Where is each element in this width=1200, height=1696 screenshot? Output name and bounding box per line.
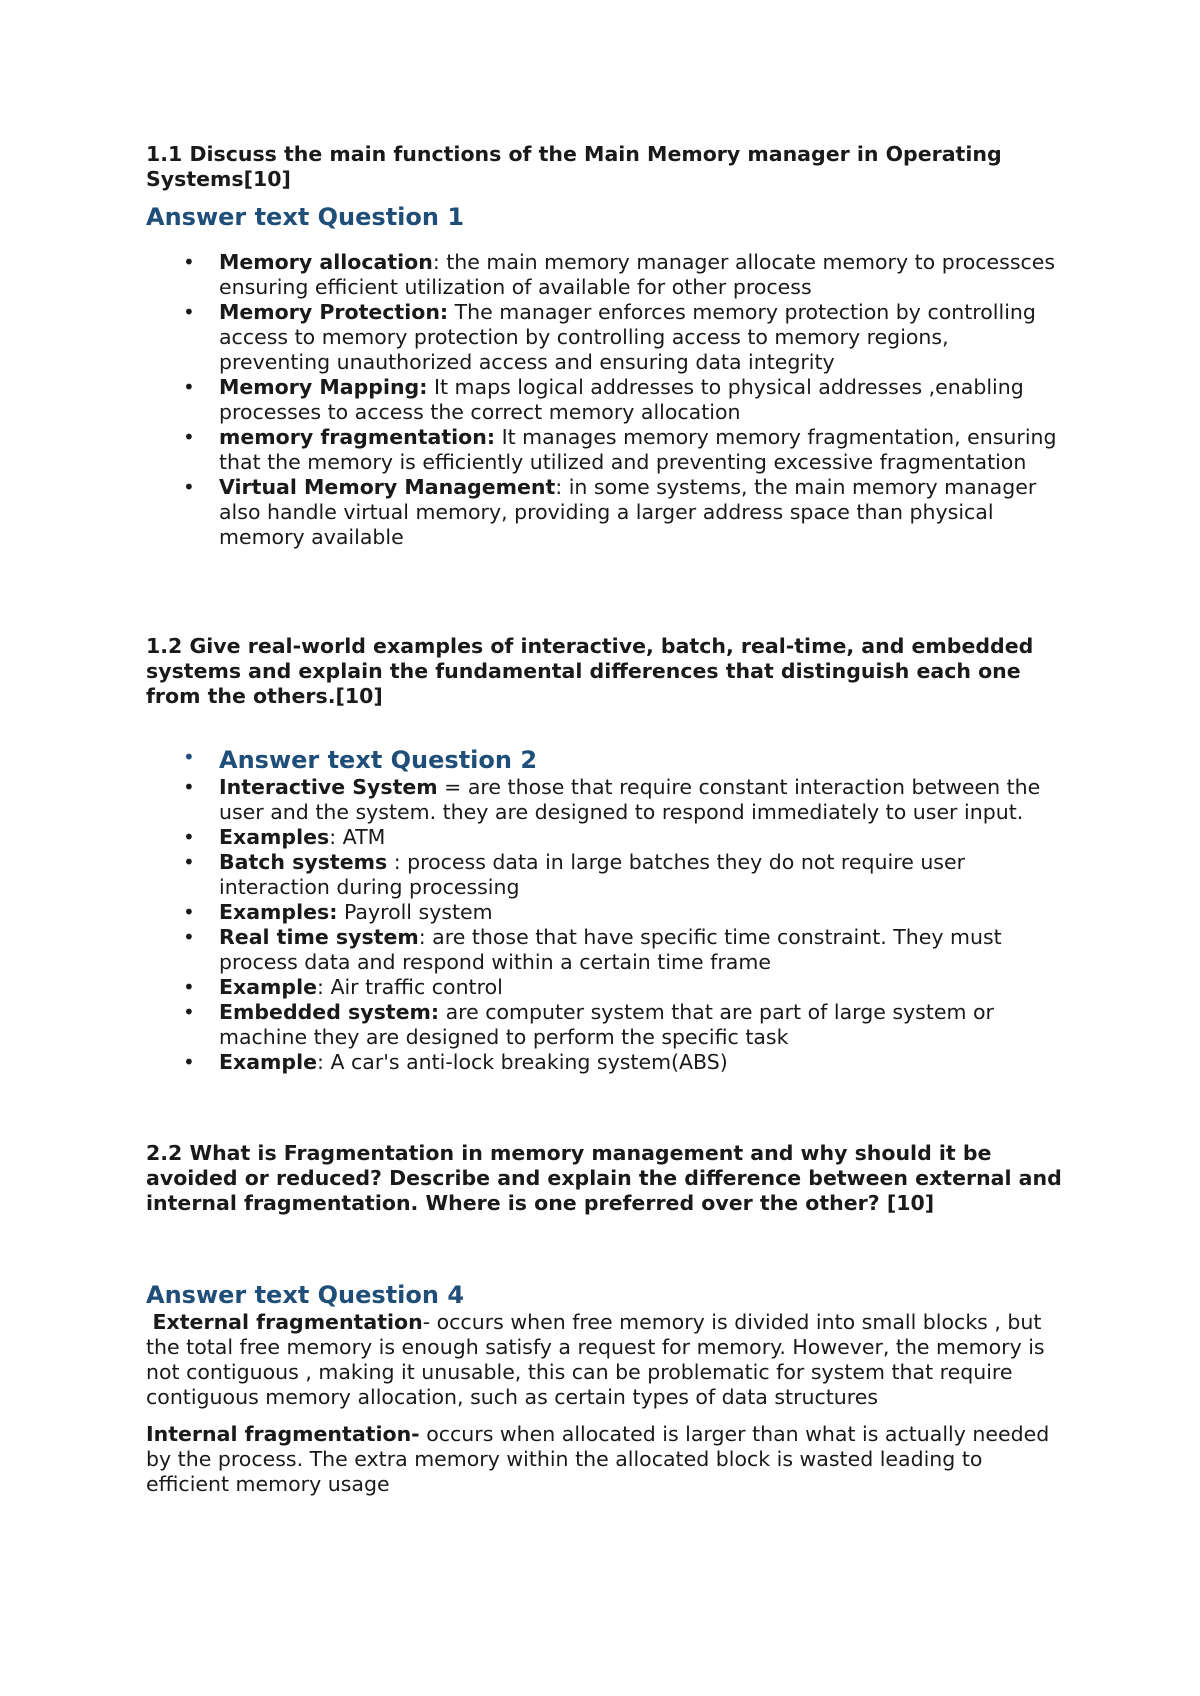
- list-item: [219, 775, 1066, 825]
- external-fragmentation-paragraph: [146, 1310, 1066, 1410]
- paragraph-text: - occurs when free memory is divided into small blocks , but the total free memory is enough satisfy a request for memory. However, the memory is not contiguous , making it unusable, this can be problematic for system that require contiguous memory allocation, such as certain types of data structures: [146, 1310, 1045, 1409]
- term: External fragmentation: [152, 1310, 423, 1334]
- item-text: : process data in large batches they do not require user interaction during processing: [219, 850, 966, 899]
- item-text: : are those that have specific time constraint. They must process data and respond within a certain time frame: [219, 925, 1002, 974]
- term: Memory allocation: [219, 250, 433, 274]
- item-text: It maps logical addresses to physical addresses ,enabling processes to access the correct memory allocation: [219, 375, 1024, 424]
- item-text: Payroll system: [337, 900, 493, 924]
- list-item: [219, 425, 1066, 475]
- term: memory fragmentation:: [219, 425, 496, 449]
- term: Virtual Memory Management: [219, 475, 556, 499]
- answer-heading-1: Answer text Question 1: [146, 203, 465, 231]
- answer-1-list: [146, 250, 1066, 550]
- list-item: [219, 825, 1066, 850]
- list-item: [219, 925, 1066, 975]
- item-text: are computer system that are part of large system or machine they are designed to perform the specific task: [219, 1000, 994, 1049]
- paragraph-text: occurs when allocated is larger than what is actually needed by the process. The extra memory within the allocated block is wasted leading to efficient memory usage: [146, 1422, 1050, 1496]
- item-text: : the main memory manager allocate memory to processces ensuring efficient utilization of available for other process: [219, 250, 1056, 299]
- internal-fragmentation-paragraph: [146, 1422, 1066, 1497]
- term: Internal fragmentation-: [146, 1422, 420, 1446]
- term: Examples:: [219, 900, 338, 924]
- item-text: : Air traffic control: [317, 975, 503, 999]
- term: Batch systems: [219, 850, 388, 874]
- item-text: : ATM: [329, 825, 386, 849]
- list-item: [219, 375, 1066, 425]
- question-1-2: 1.2 Give real-world examples of interactive, batch, real-time, and embedded systems and explain the fundamental differences that distinguish each one from the others.[10]: [146, 634, 1034, 708]
- answer-heading-2: Answer text Question 2: [219, 746, 538, 774]
- term: Embedded system:: [219, 1000, 440, 1024]
- answer-2-list: [146, 745, 1066, 1075]
- term: Example: [219, 975, 318, 999]
- question-1-1: 1.1 Discuss the main functions of the Main Memory manager in Operating Systems[10]: [146, 142, 1002, 191]
- term: Examples: [219, 825, 330, 849]
- list-item: [219, 300, 1066, 375]
- item-text: It manages memory memory fragmentation, ensuring that the memory is efficiently utilized and preventing excessive fragmentation: [219, 425, 1057, 474]
- list-item: [219, 1050, 1066, 1075]
- list-item-heading: [219, 745, 1066, 775]
- item-text: : A car's anti-lock breaking system(ABS): [317, 1050, 728, 1074]
- item-text: = are those that require constant interaction between the user and the system. they are designed to respond immediately to user input.: [219, 775, 1041, 824]
- term: Memory Protection:: [219, 300, 449, 324]
- term: Real time system: [219, 925, 419, 949]
- list-item: [219, 250, 1066, 300]
- answer-heading-4: Answer text Question 4: [146, 1281, 465, 1309]
- question-2-2: 2.2 What is Fragmentation in memory management and why should it be avoided or reduced? Describe and explain the difference between external and internal fragmentation. Where is one preferred over the other? [10]: [146, 1141, 1062, 1215]
- item-text: : in some systems, the main memory manager also handle virtual memory, providing a larger address space than physical memory available: [219, 475, 1037, 549]
- term: Example: [219, 1050, 318, 1074]
- list-item: [219, 850, 1066, 900]
- list-item: [219, 900, 1066, 925]
- list-item: [219, 1000, 1066, 1050]
- term: Interactive System: [219, 775, 438, 799]
- document-page: [146, 142, 1066, 1497]
- item-text: The manager enforces memory protection by controlling access to memory protection by controlling access to memory regions, preventing unauthorized access and ensuring data integrity: [219, 300, 1036, 374]
- list-item: [219, 975, 1066, 1000]
- term: Memory Mapping:: [219, 375, 428, 399]
- list-item: [219, 475, 1066, 550]
